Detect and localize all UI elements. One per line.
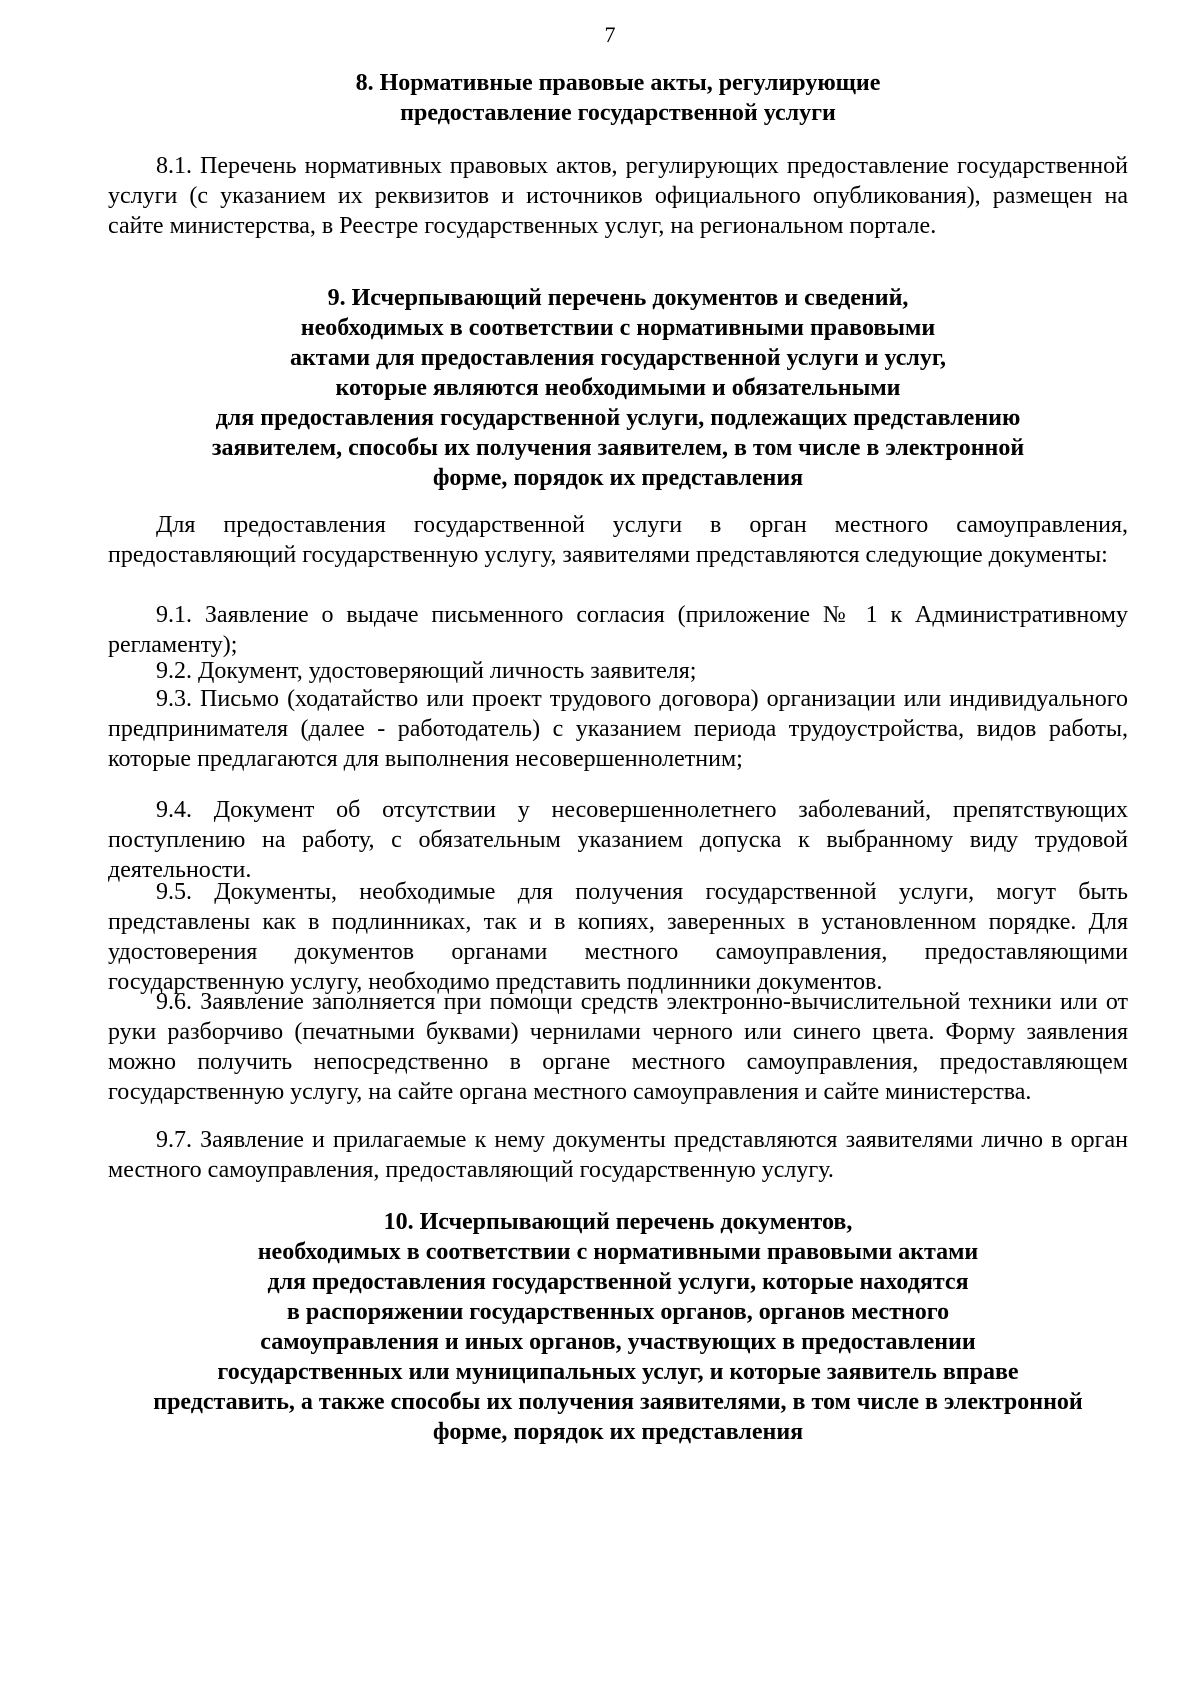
paragraph-8-1: 8.1. Перечень нормативных правовых актов, регулирующих предоставление государственной услуги (с указанием их реквизитов и источников официального опубликования), размещен на сайте министерства, в Реестре государственных услуг, на региональном портале. xyxy=(108,153,1128,240)
heading-line: предоставление государственной услуги xyxy=(400,100,836,126)
heading-line: 10. Исчерпывающий перечень документов, xyxy=(383,1209,853,1235)
section-10-heading xyxy=(108,1207,1128,1447)
heading-line: необходимых в соответствии с нормативными правовыми актами xyxy=(257,1239,979,1265)
paragraph-9-1: 9.1. Заявление о выдаче письменного согласия (приложение № 1 к Административному регламенту); xyxy=(108,602,1128,659)
paragraph-9-4: 9.4. Документ об отсутствии у несовершеннолетнего заболеваний, препятствующих поступлению на работу, с обязательным указанием допуска к выбранному виду трудовой деятельности. xyxy=(108,797,1128,884)
heading-line: необходимых в соответствии с нормативными правовыми xyxy=(300,315,936,341)
heading-line: представить, а также способы их получения заявителями, в том числе в электронной xyxy=(153,1389,1083,1415)
heading-line: самоуправления и иных органов, участвующих в предоставлении xyxy=(260,1329,976,1355)
heading-line: государственных или муниципальных услуг, и которые заявитель вправе xyxy=(217,1359,1019,1385)
heading-line: актами для предоставления государственной услуги и услуг, xyxy=(289,345,947,371)
heading-line: заявителем, способы их получения заявителем, в том числе в электронной xyxy=(211,435,1025,461)
heading-line: в распоряжении государственных органов, органов местного xyxy=(286,1299,950,1325)
paragraph-9-6: 9.6. Заявление заполняется при помощи средств электронно-вычислительной техники или от руки разборчиво (печатными буквами) чернилами черного или синего цвета. Форму заявления можно получить непосредственно в органе местного самоуправления, предоставляющем государственную услугу, на сайте органа местного самоуправления и сайте министерства. xyxy=(108,989,1128,1106)
paragraph-9-5: 9.5. Документы, необходимые для получения государственной услуги, могут быть представлены как в подлинниках, так и в копиях, заверенных в установленном порядке. Для удостоверения документов органами местного самоуправления, предоставляющими государственную услугу, необходимо представить подлинники документов. xyxy=(108,879,1128,996)
heading-line: 8. Нормативные правовые акты, регулирующие xyxy=(355,70,881,96)
heading-line: для предоставления государственной услуги, подлежащих представлению xyxy=(215,405,1021,431)
heading-line: для предоставления государственной услуги, которые находятся xyxy=(267,1269,969,1295)
heading-line: форме, порядок их представления xyxy=(432,1419,804,1445)
paragraph-9-intro: Для предоставления государственной услуги в орган местного самоуправления, предоставляющий государственную услугу, заявителями представляются следующие документы: xyxy=(108,512,1128,569)
paragraph-9-7: 9.7. Заявление и прилагаемые к нему документы представляются заявителями лично в орган местного самоуправления, предоставляющий государственную услугу. xyxy=(108,1127,1128,1184)
heading-line: которые являются необходимыми и обязательными xyxy=(335,375,901,401)
page-number: 7 xyxy=(604,22,616,47)
paragraph-9-3: 9.3. Письмо (ходатайство или проект трудового договора) организации или индивидуального предпринимателя (далее - работодатель) с указанием периода трудоустройства, видов работы, которые предлагаются для выполнения несовершеннолетним; xyxy=(108,686,1128,773)
heading-line: форме, порядок их представления xyxy=(432,465,804,491)
section-9-heading xyxy=(108,283,1128,493)
paragraph-9-2: 9.2. Документ, удостоверяющий личность заявителя; xyxy=(156,658,697,684)
section-8-heading xyxy=(108,68,1128,128)
heading-line: 9. Исчерпывающий перечень документов и сведений, xyxy=(327,285,909,311)
